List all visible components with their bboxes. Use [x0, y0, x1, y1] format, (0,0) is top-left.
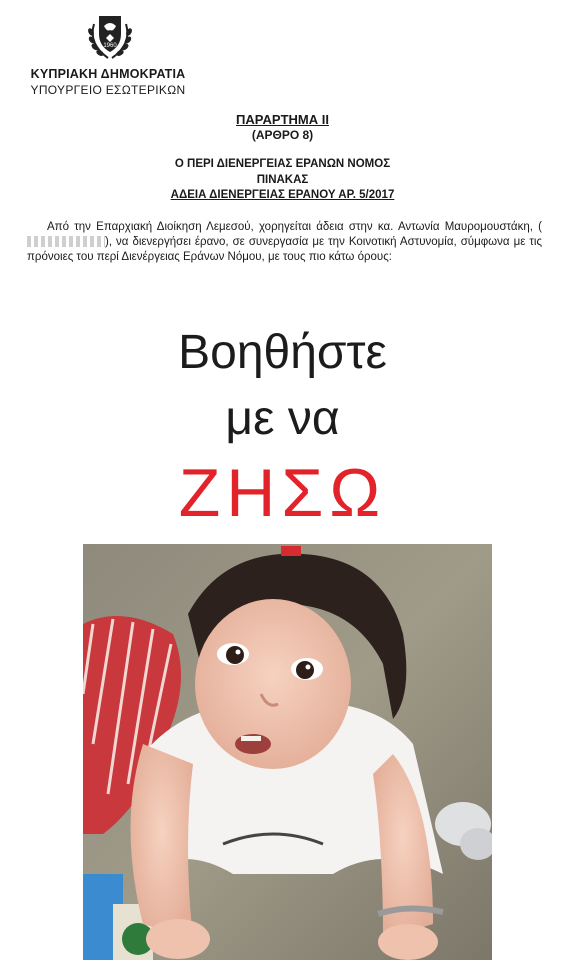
article-reference: (ΑΡΘΡΟ 8)	[251, 128, 314, 142]
baby-photo	[83, 544, 492, 960]
appeal-line-1: Βοηθήστε	[178, 326, 387, 379]
ministry-heading	[18, 66, 198, 98]
appeal-live-word: ΖΗΣΩ	[178, 455, 387, 531]
paragraph-part-2: ), να διενεργήσει έρανο, σε συνεργασία με την Κοινοτική Αστυνομία, σύμφωνα με τις πρόνοιες του περί Διενέργειας Εράνων Νόμου, με τους πιο κάτω όρους:	[27, 236, 542, 263]
permit-title: ΑΔΕΙΑ ΔΙΕΝΕΡΓΕΙΑΣ ΕΡΑΝΟΥ ΑΡ. 5/2017	[170, 189, 395, 201]
table-label: ΠΙΝΑΚΑΣ	[256, 174, 309, 186]
permit-paragraph	[27, 220, 542, 265]
republic-name: ΚΥΠΡΙΑΚΗ ΔΗΜΟΚΡΑΤΙΑ	[30, 67, 186, 81]
ministry-name: ΥΠΟΥΡΓΕΙΟ ΕΣΩΤΕΡΙΚΩΝ	[30, 83, 186, 97]
paragraph-part-1: Από την Επαρχιακή Διοίκηση Λεμεσού, χορηγείται άδεια στην κα. Αντωνία Μαυρομουστάκη, (	[47, 221, 542, 233]
svg-text:1960: 1960	[103, 43, 117, 49]
coat-of-arms-icon	[80, 10, 140, 66]
appeal-line-2: με να	[225, 392, 340, 445]
annex-title: ΠΑΡΑΡΤΗΜΑ ΙΙ	[236, 112, 329, 127]
redacted-id	[27, 236, 105, 247]
law-title: Ο ΠΕΡΙ ΔΙΕΝΕΡΓΕΙΑΣ ΕΡΑΝΩΝ ΝΟΜΟΣ	[174, 158, 391, 170]
